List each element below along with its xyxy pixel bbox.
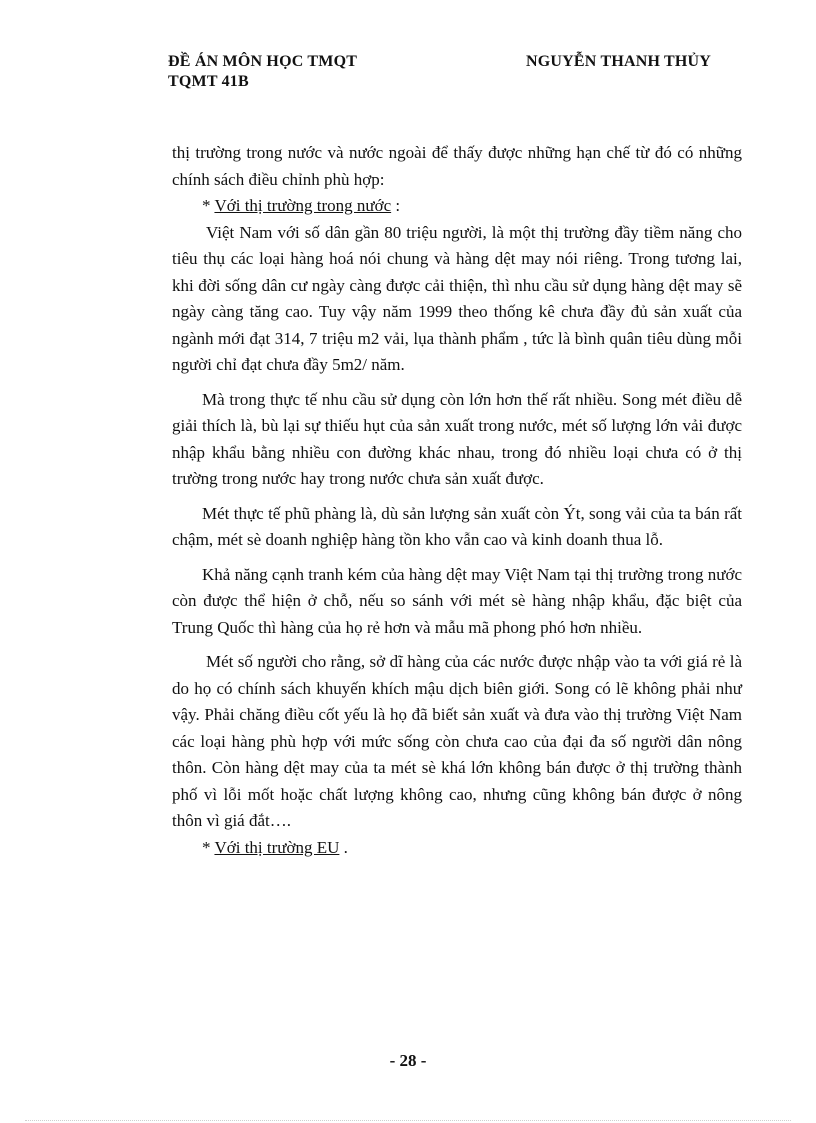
paragraph-competitiveness: Khả năng cạnh tranh kém của hàng dệt may Việt Nam tại thị trường trong nước còn được thể hiện ở chỗ, nếu so sánh với mét sè hàng nhập khẩu, đặc biệt của Trung Quốc thì hàng của họ rẻ hơn và mẫu mã phong phó hơn nhiều.	[172, 564, 742, 637]
paragraph-harsh-reality: Mét thực tế phũ phàng là, dù sản lượng sản xuất còn Ýt, song vải của ta bán rất chậm, mét sè doanh nghiệp hàng tồn kho vẫn cao và kinh doanh thua lỗ.	[172, 503, 742, 549]
paragraph-actual-demand: Mà trong thực tế nhu cầu sử dụng còn lớn hơn thế rất nhiều. Song mét điều dễ giải thích là, bù lại sự thiếu hụt của sản xuất trong nước, mét số lượng lớn vải được nhập khẩu bằng nhiều con đường khác nhau, trong đó nhiều loại chưa có ở thị trường trong nước hay trong nước chưa sản xuất được.	[172, 389, 742, 488]
heading-eu-market	[172, 835, 742, 862]
document-body	[172, 140, 742, 861]
page-bottom-divider	[25, 1120, 791, 1121]
page-number: - 28 -	[389, 1051, 427, 1070]
header-class-code: TQMT 41B	[168, 73, 249, 90]
paragraph-intro: thị trường trong nước và nước ngoài để thấy được những hạn chế từ đó có những chính sách điều chỉnh phù hợp:	[172, 143, 742, 189]
paragraph-population: Việt Nam với số dân gần 80 triệu người, là một thị trường đầy tiềm năng cho tiêu thụ các loại hàng hoá nói chung và hàng dệt may nói riêng. Trong tương lai, khi đời sống dân cư ngày càng được cải thiện, thì nhu cầu sử dụng hàng dệt may sẽ ngày càng tăng cao. Tuy vậy năm 1999 theo thống kê chưa đầy đủ sản xuất của ngành mới đạt 314, 7 triệu m2 vải, lụa thành phẩm , tức là bình quân tiêu dùng mỗi người chỉ đạt chưa đầy 5m2/ năm.	[172, 222, 742, 374]
document-header-left	[168, 52, 357, 92]
header-author-name: NGUYỄN THANH THỦY	[526, 53, 712, 70]
heading-eu-suffix: .	[339, 837, 348, 857]
header-course-title: ĐỀ ÁN MÔN HỌC TMQT	[168, 53, 358, 70]
heading-domestic-text: Với thị trường trong nước	[214, 196, 392, 215]
page-number-container	[0, 1051, 816, 1071]
bullet-star: *	[202, 196, 215, 215]
heading-domestic-suffix: :	[391, 196, 401, 215]
bullet-star: *	[202, 837, 215, 857]
heading-eu-text: Với thị trường EU	[214, 837, 340, 857]
paragraph-cheap-imports: Mét số người cho rằng, sở dĩ hàng của các nước được nhập vào ta với giá rẻ là do họ có chính sách khuyến khích mậu dịch biên giới. Song có lẽ không phải như vậy. Phải chăng điều cốt yếu là họ đã biết sản xuất và đưa vào thị trường Việt Nam các loại hàng phù hợp với mức sống còn chưa cao của đại đa số người dân nông thôn. Còn hàng dệt may của ta mét sè khá lớn không bán được ở thị trường thành phố vì lỗi mốt hoặc chất lượng không cao, nhưng cũng không bán được ở nông thôn vì giá đắt….	[172, 652, 742, 830]
heading-domestic-market	[172, 193, 742, 220]
